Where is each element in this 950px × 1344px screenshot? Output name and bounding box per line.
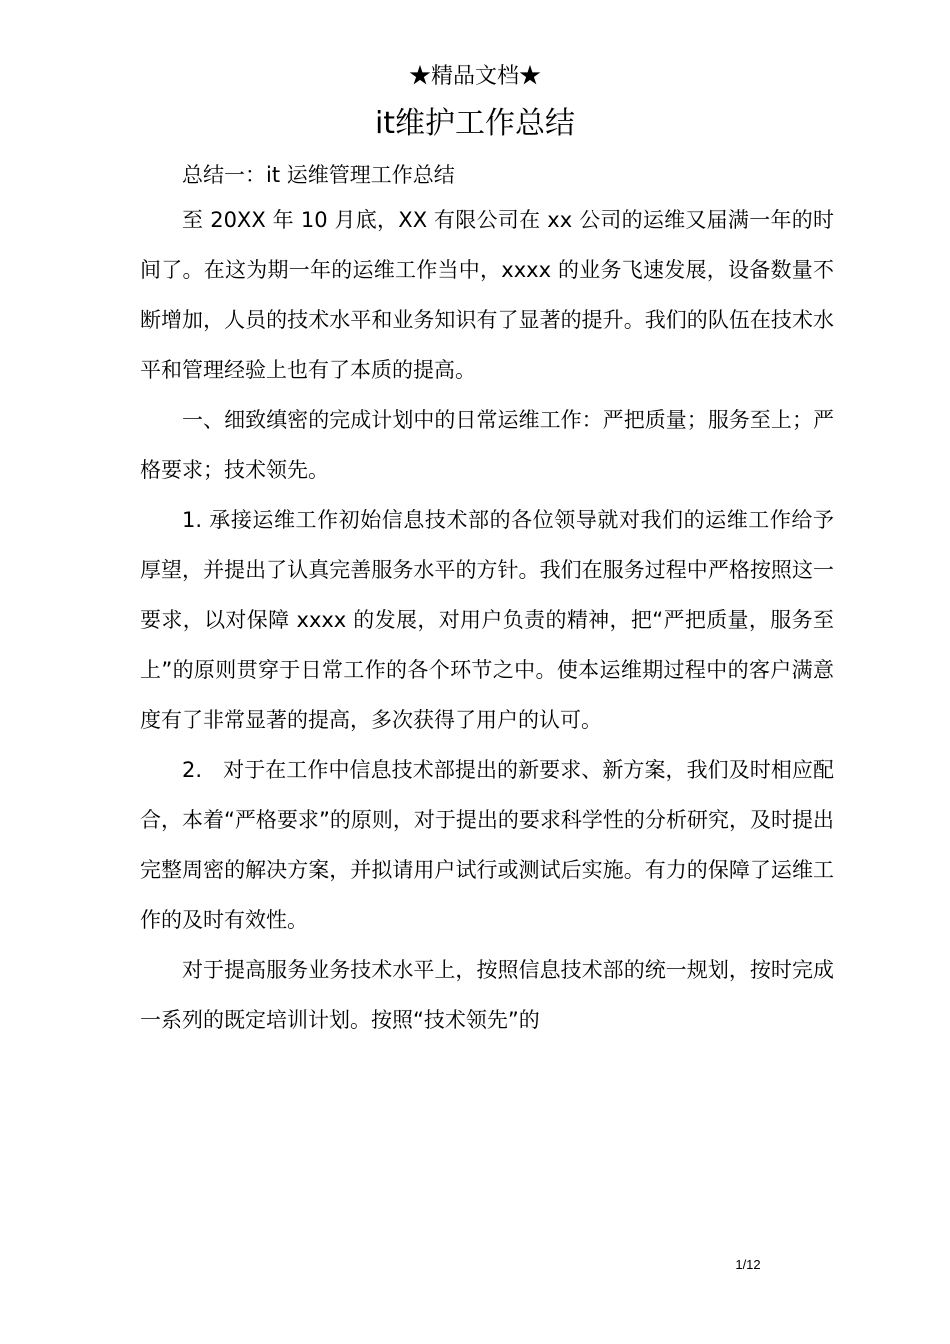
document-title: it维护工作总结 [374,106,576,141]
paragraph: 1. 承接运维工作初始信息技术部的各位领导就对我们的运维工作给予厚望，并提出了认真完善服务水平的方针。我们在服务过程中严格按照这一要求，以对保障 xxxx 的发展，对用户负责的精神，把“严把质量，服务至上”的原则贯穿于日常工作的各个环节之中。使本运维期过程中的客户满意度有了非常显著的提高，多次获得了用户的认可。 [140,508,834,732]
header-mark: ★精品文档★ [408,64,541,89]
document-body [140,155,834,1045]
paragraph: 对于提高服务业务技术水平上，按照信息技术部的统一规划，按时完成一系列的既定培训计划。按照“技术领先”的 [140,958,834,1032]
paragraph: 2. 对于在工作中信息技术部提出的新要求、新方案，我们及时相应配合，本着“严格要求”的原则，对于提出的要求科学性的分析研究，及时提出完整周密的解决方案，并拟请用户试行或测试后实施。有力的保障了运维工作的及时有效性。 [140,758,834,932]
page-number: 1/12 [735,1257,761,1272]
paragraph: 一、细致缜密的完成计划中的日常运维工作：严把质量；服务至上；严格要求；技术领先。 [140,408,834,482]
paragraph: 至 20XX 年 10 月底，XX 有限公司在 xx 公司的运维又届满一年的时间了。在这为期一年的运维工作当中，xxxx 的业务飞速发展，设备数量不断增加，人员的技术水平和业务知识有了显著的提升。我们的队伍在技术水平和管理经验上也有了本质的提高。 [140,208,834,382]
section-heading: 总结一：it 运维管理工作总结 [182,163,455,187]
